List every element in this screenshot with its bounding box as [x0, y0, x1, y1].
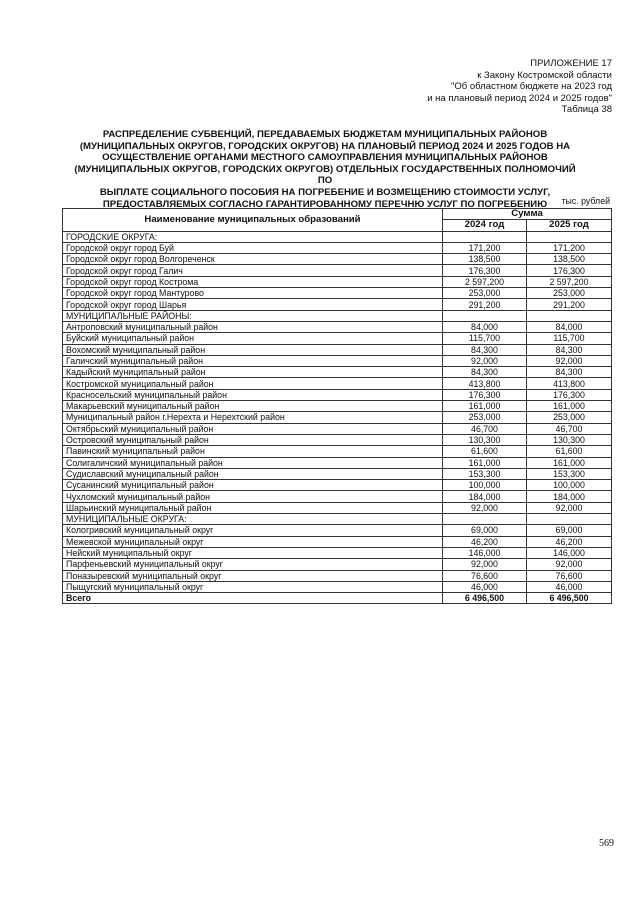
- table-row: [63, 570, 612, 581]
- table-row: [63, 333, 612, 344]
- table-body: [63, 231, 612, 593]
- cell-name: Городской округ город Буй: [63, 242, 443, 253]
- cell-2025: 84,000: [527, 321, 612, 332]
- cell-2025: 92,000: [527, 502, 612, 513]
- total-2025: 6 496,500: [527, 593, 612, 604]
- table-row: [63, 434, 612, 445]
- table-row: [63, 468, 612, 479]
- cell-2025: 176,300: [527, 265, 612, 276]
- appendix-line: Таблица 38: [561, 104, 612, 115]
- table-row: [63, 299, 612, 310]
- cell-2024: 92,000: [443, 355, 527, 366]
- cell-name: Парфеньевский муниципальный округ: [63, 559, 443, 570]
- table-row: [63, 355, 612, 366]
- cell-2025: 291,200: [527, 299, 612, 310]
- cell-2025: 253,000: [527, 412, 612, 423]
- cell-2025: 253,000: [527, 288, 612, 299]
- cell-2024: 76,600: [443, 570, 527, 581]
- table-row: [63, 254, 612, 265]
- cell-2025: 84,300: [527, 367, 612, 378]
- table-row: [63, 547, 612, 558]
- cell-2024: 253,000: [443, 412, 527, 423]
- cell-name: МУНИЦИПАЛЬНЫЕ ОКРУГА:: [63, 514, 443, 525]
- cell-2024: 92,000: [443, 559, 527, 570]
- total-2024: 6 496,500: [443, 593, 527, 604]
- cell-2024: 176,300: [443, 389, 527, 400]
- cell-2025: 138,500: [527, 254, 612, 265]
- cell-name: Павинский муниципальный район: [63, 446, 443, 457]
- table-row: [63, 276, 612, 287]
- cell-2025: 176,300: [527, 389, 612, 400]
- cell-2025: 46,000: [527, 581, 612, 592]
- cell-2024: 84,300: [443, 367, 527, 378]
- table-row: [63, 378, 612, 389]
- column-header-sum: Сумма: [443, 209, 612, 220]
- cell-2025: 184,000: [527, 491, 612, 502]
- document-title: [70, 129, 580, 210]
- cell-name: Муниципальный район г.Нерехта и Нерехтский район: [63, 412, 443, 423]
- cell-name: ГОРОДСКИЕ ОКРУГА:: [63, 231, 443, 242]
- cell-2025: 413,800: [527, 378, 612, 389]
- title-line: ПРЕДОСТАВЛЯЕМЫХ СОГЛАСНО ГАРАНТИРОВАННОМУ ПЕРЕЧНЮ УСЛУГ ПО ПОГРЕБЕНИЮ: [102, 198, 548, 210]
- cell-2025: [527, 310, 612, 321]
- table-row: [63, 321, 612, 332]
- cell-2024: 84,000: [443, 321, 527, 332]
- appendix-line: ПРИЛОЖЕНИЕ 17: [530, 58, 612, 69]
- cell-2025: [527, 231, 612, 242]
- table-row: [63, 389, 612, 400]
- units-label: тыс. рублей: [561, 196, 610, 206]
- cell-2024: 115,700: [443, 333, 527, 344]
- cell-name: Кологривский муниципальный округ: [63, 525, 443, 536]
- cell-name: Шарьинский муниципальный район: [63, 502, 443, 513]
- cell-name: Городской округ город Мантурово: [63, 288, 443, 299]
- cell-2024: 176,300: [443, 265, 527, 276]
- subsidy-table: [62, 208, 612, 604]
- table-row: [63, 310, 612, 321]
- title-line: ВЫПЛАТЕ СОЦИАЛЬНОГО ПОСОБИЯ НА ПОГРЕБЕНИЕ И ВОЗМЕЩЕНИЮ СТОИМОСТИ УСЛУГ,: [99, 186, 551, 198]
- cell-2024: [443, 310, 527, 321]
- cell-2024: 100,000: [443, 480, 527, 491]
- cell-2025: 146,000: [527, 547, 612, 558]
- column-header-2024: 2024 год: [443, 220, 527, 231]
- table-row: [63, 242, 612, 253]
- title-line: ОСУЩЕСТВЛЕНИЕ ОРГАНАМИ МЕСТНОГО САМОУПРАВЛЕНИЯ МУНИЦИПАЛЬНЫХ РАЙОНОВ: [102, 152, 548, 164]
- cell-name: Городской округ город Волгореченск: [63, 254, 443, 265]
- cell-2025: 115,700: [527, 333, 612, 344]
- cell-2025: 69,000: [527, 525, 612, 536]
- cell-2024: 69,000: [443, 525, 527, 536]
- cell-2024: 61,600: [443, 446, 527, 457]
- cell-name: Городской округ город Шарья: [63, 299, 443, 310]
- cell-2024: 161,000: [443, 457, 527, 468]
- cell-2025: 153,300: [527, 468, 612, 479]
- cell-2025: 46,700: [527, 423, 612, 434]
- table-row: [63, 231, 612, 242]
- cell-2024: 291,200: [443, 299, 527, 310]
- cell-2024: 84,300: [443, 344, 527, 355]
- cell-2024: 46,200: [443, 536, 527, 547]
- cell-2024: 46,000: [443, 581, 527, 592]
- title-line: (МУНИЦИПАЛЬНЫХ ОКРУГОВ, ГОРОДСКИХ ОКРУГОВ) НА ПЛАНОВЫЙ ПЕРИОД 2024 И 2025 ГОДОВ НА: [79, 140, 571, 152]
- title-line: РАСПРЕДЕЛЕНИЕ СУБВЕНЦИЙ, ПЕРЕДАВАЕМЫХ БЮДЖЕТАМ МУНИЦИПАЛЬНЫХ РАЙОНОВ: [102, 129, 548, 140]
- cell-name: Судиславский муниципальный район: [63, 468, 443, 479]
- cell-name: Поназыревский муниципальный округ: [63, 570, 443, 581]
- cell-name: Вохомский муниципальный район: [63, 344, 443, 355]
- cell-name: Межевской муниципальный округ: [63, 536, 443, 547]
- table-row: [63, 288, 612, 299]
- column-header-2025: 2025 год: [527, 220, 612, 231]
- cell-2024: 130,300: [443, 434, 527, 445]
- cell-name: МУНИЦИПАЛЬНЫЕ РАЙОНЫ:: [63, 310, 443, 321]
- cell-2025: 61,600: [527, 446, 612, 457]
- cell-2024: 46,700: [443, 423, 527, 434]
- page-number: 569: [599, 838, 614, 849]
- cell-name: Нейский муниципальный округ: [63, 547, 443, 558]
- column-header-name: Наименование муниципальных образований: [63, 209, 443, 232]
- cell-name: Солигаличский муниципальный район: [63, 457, 443, 468]
- table-row: [63, 514, 612, 525]
- table-row: [63, 412, 612, 423]
- cell-2025: 171,200: [527, 242, 612, 253]
- table-row: [63, 480, 612, 491]
- cell-name: Галичский муниципальный район: [63, 355, 443, 366]
- cell-name: Чухломский муниципальный район: [63, 491, 443, 502]
- cell-2025: 100,000: [527, 480, 612, 491]
- table-row: [63, 457, 612, 468]
- cell-name: Городской округ город Галич: [63, 265, 443, 276]
- cell-2024: 171,200: [443, 242, 527, 253]
- cell-2024: 92,000: [443, 502, 527, 513]
- cell-2024: 161,000: [443, 401, 527, 412]
- table-row: [63, 491, 612, 502]
- cell-2025: 92,000: [527, 559, 612, 570]
- cell-name: Пыщугский муниципальный округ: [63, 581, 443, 592]
- cell-2025: 92,000: [527, 355, 612, 366]
- cell-name: Кадыйский муниципальный район: [63, 367, 443, 378]
- cell-name: Макарьевский муниципальный район: [63, 401, 443, 412]
- cell-name: Антроповский муниципальный район: [63, 321, 443, 332]
- title-line: (МУНИЦИПАЛЬНЫХ ОКРУГОВ, ГОРОДСКИХ ОКРУГОВ) ОТДЕЛЬНЫХ ГОСУДАРСТВЕННЫХ ПОЛНОМОЧИЙ ПО: [74, 163, 576, 187]
- cell-2024: 153,300: [443, 468, 527, 479]
- cell-name: Буйский муниципальный район: [63, 333, 443, 344]
- total-row: [63, 593, 612, 604]
- appendix-line: "Об областном бюджете на 2023 год: [451, 81, 612, 92]
- cell-name: Красносельский муниципальный район: [63, 389, 443, 400]
- appendix-line: и на плановый период 2024 и 2025 годов": [427, 92, 612, 104]
- table-row: [63, 581, 612, 592]
- cell-2025: 161,000: [527, 457, 612, 468]
- cell-2025: 84,300: [527, 344, 612, 355]
- cell-2024: 146,000: [443, 547, 527, 558]
- cell-name: Сусанинский муниципальный район: [63, 480, 443, 491]
- cell-2024: [443, 514, 527, 525]
- cell-name: Октябрьский муниципальный район: [63, 423, 443, 434]
- table-row: [63, 559, 612, 570]
- cell-2025: 46,200: [527, 536, 612, 547]
- total-label: Всего: [63, 593, 443, 604]
- cell-2024: 253,000: [443, 288, 527, 299]
- table-row: [63, 401, 612, 412]
- table-row: [63, 367, 612, 378]
- cell-2025: 130,300: [527, 434, 612, 445]
- cell-2024: 2 597,200: [443, 276, 527, 287]
- appendix-header: [427, 58, 612, 116]
- cell-name: Костромской муниципальный район: [63, 378, 443, 389]
- cell-2024: 184,000: [443, 491, 527, 502]
- cell-2025: 76,600: [527, 570, 612, 581]
- table-row: [63, 446, 612, 457]
- cell-name: Островский муниципальный район: [63, 434, 443, 445]
- table-row: [63, 344, 612, 355]
- cell-2025: 161,000: [527, 401, 612, 412]
- table-row: [63, 502, 612, 513]
- cell-2024: [443, 231, 527, 242]
- table-row: [63, 536, 612, 547]
- table-row: [63, 525, 612, 536]
- cell-2025: [527, 514, 612, 525]
- appendix-line: к Закону Костромской области: [477, 69, 612, 81]
- table-row: [63, 265, 612, 276]
- cell-2025: 2 597,200: [527, 276, 612, 287]
- cell-2024: 413,800: [443, 378, 527, 389]
- cell-2024: 138,500: [443, 254, 527, 265]
- table-row: [63, 423, 612, 434]
- cell-name: Городской округ город Кострома: [63, 276, 443, 287]
